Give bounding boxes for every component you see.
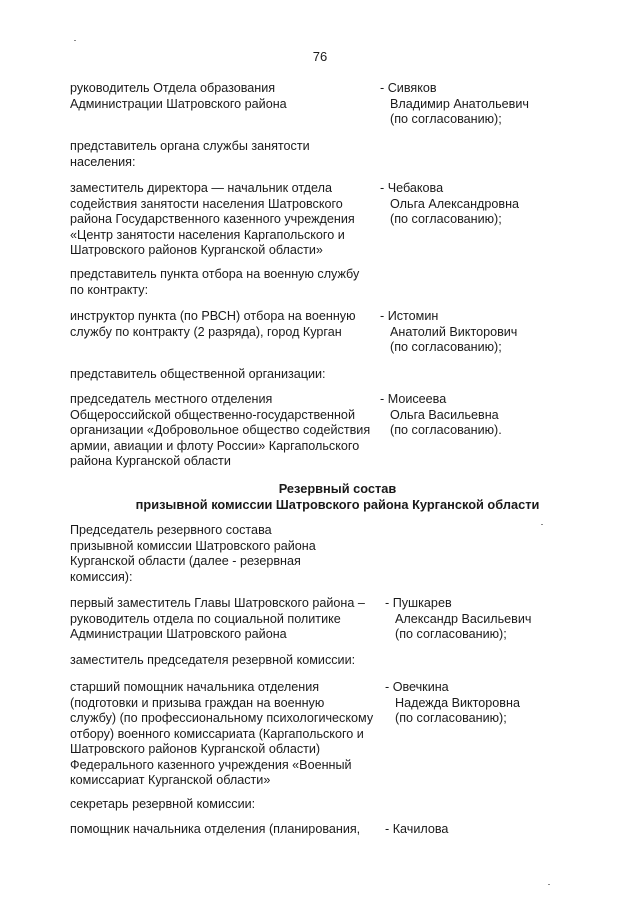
text-line: руководитель Отдела образования <box>70 81 276 95</box>
text-line: представитель общественной организации: <box>70 367 326 381</box>
person-name: Владимир Анатольевич <box>390 96 529 111</box>
text-line: Администрации Шатровского района <box>70 96 287 111</box>
page-number: 76 <box>312 49 328 64</box>
text-line: района Курганской области <box>70 454 231 468</box>
text-line: службу) (по профессиональному психологическому <box>70 711 374 725</box>
text-line: содействия занятости населения Шатровского <box>70 196 343 211</box>
text-line: отбору) военного комиссариата (Каргапольского и <box>70 726 364 741</box>
reserve-title-line-2: призывной комиссии Шатровского района Курганской области <box>135 497 540 512</box>
scan-speck <box>548 884 550 885</box>
text-line: Администрации Шатровского района <box>70 627 287 641</box>
reserve-member-4-position <box>70 680 385 789</box>
text-line: Общероссийской общественно-государственной <box>70 407 355 422</box>
reserve-member-3-position <box>70 653 385 669</box>
text-line: первый заместитель Главы Шатровского района – <box>70 596 365 610</box>
text-line: председатель местного отделения <box>70 392 273 406</box>
person-name: Александр Васильевич <box>395 611 532 626</box>
text-line: руководитель отдела по социальной политике <box>70 611 341 626</box>
person-name: Надежда Викторовна <box>395 695 520 710</box>
person-note: (по согласованию); <box>395 627 507 641</box>
text-line: представитель пункта отбора на военную службу <box>70 267 360 281</box>
text-line: представитель органа службы занятости <box>70 139 310 153</box>
person-name: Ольга Александровна <box>390 196 520 211</box>
text-line: Шатровского районов Курганской области» <box>70 243 323 257</box>
person-note: (по согласованию); <box>390 112 502 126</box>
person-note: (по согласованию). <box>390 423 502 437</box>
text-line: «Центр занятости населения Каргапольского и <box>70 227 345 242</box>
text-line: заместитель председателя резервной комиссии: <box>70 653 356 667</box>
scan-speck <box>74 40 76 41</box>
scan-speck <box>541 524 543 525</box>
text-line: населения: <box>70 154 136 169</box>
reserve-member-2-position <box>70 596 385 643</box>
member-5-person <box>380 309 580 356</box>
text-line: секретарь резервной комиссии: <box>70 797 256 811</box>
text-line: района Государственного казенного учреждения <box>70 212 355 226</box>
reserve-member-2-person <box>385 596 585 643</box>
reserve-member-6-position <box>70 822 385 838</box>
member-7-position <box>70 392 385 470</box>
person-name: Ольга Васильевна <box>390 407 499 422</box>
person-note: (по согласованию); <box>395 711 507 725</box>
person-surname: - Моисеева <box>380 392 447 406</box>
text-line: комиссариат Курганской области» <box>70 773 271 787</box>
member-5-position <box>70 309 385 340</box>
text-line: инструктор пункта (по РВСН) отбора на военную <box>70 309 356 323</box>
person-note: (по согласованию); <box>390 212 502 226</box>
text-line: помощник начальника отделения (планирования, <box>70 822 361 836</box>
member-2-position <box>70 139 385 170</box>
person-surname: - Качилова <box>385 822 449 836</box>
member-1-person <box>380 81 580 128</box>
person-surname: - Чебакова <box>380 181 444 195</box>
text-line: старший помощник начальника отделения <box>70 680 320 694</box>
person-surname: - Пушкарев <box>385 596 452 610</box>
text-line: Председатель резервного состава <box>70 523 272 537</box>
text-line: (подготовки и призыва граждан на военную <box>70 695 325 710</box>
text-line: комиссия): <box>70 569 133 584</box>
member-3-person <box>380 181 580 228</box>
text-line: призывной комиссии Шатровского района <box>70 538 316 553</box>
person-surname: - Истомин <box>380 309 439 323</box>
person-surname: - Овечкина <box>385 680 449 694</box>
text-line: организации «Добровольное общество содействия <box>70 423 371 437</box>
member-7-person <box>380 392 580 439</box>
member-4-position <box>70 267 385 298</box>
text-line: Шатровского районов Курганской области) <box>70 742 321 756</box>
member-3-position <box>70 181 385 259</box>
person-name: Анатолий Викторович <box>390 324 518 339</box>
reserve-member-5-position <box>70 797 385 813</box>
person-surname: - Сивяков <box>380 81 437 95</box>
text-line: заместитель директора — начальник отдела <box>70 181 332 195</box>
reserve-member-6-person <box>385 822 585 838</box>
person-note: (по согласованию); <box>390 340 502 354</box>
member-6-position <box>70 367 385 383</box>
reserve-member-4-person <box>385 680 585 727</box>
text-line: Курганской области (далее - резервная <box>70 554 301 568</box>
text-line: службу по контракту (2 разряда), город Курган <box>70 324 342 339</box>
reserve-member-1-position <box>70 523 385 585</box>
text-line: Федерального казенного учреждения «Военный <box>70 757 352 772</box>
text-line: по контракту: <box>70 282 149 297</box>
reserve-title <box>70 481 605 513</box>
member-1-position <box>70 81 385 112</box>
reserve-title-line-1: Резервный состав <box>278 481 397 496</box>
text-line: армии, авиации и флоту России» Каргапольского <box>70 438 360 453</box>
